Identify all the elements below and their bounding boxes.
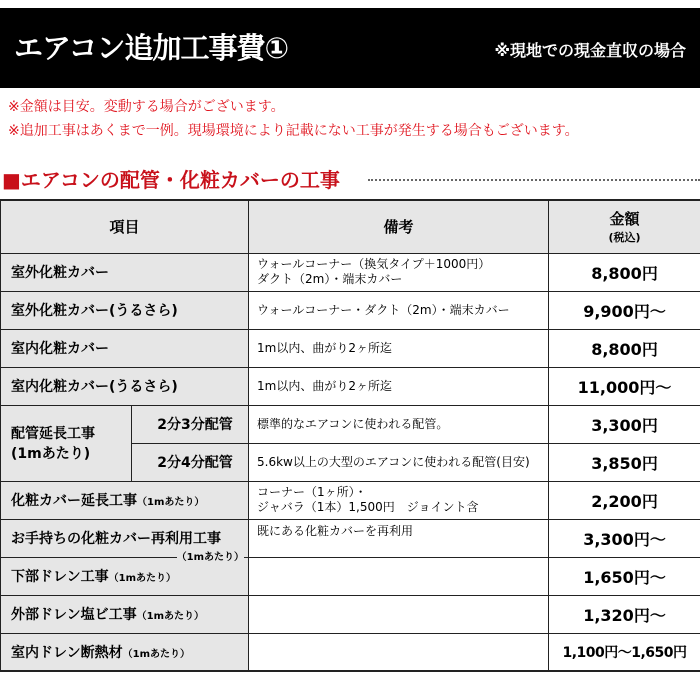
row-item: 室外化粧カバー xyxy=(1,253,249,291)
dotted-divider xyxy=(368,179,700,181)
row-subitem: 2分3分配管 xyxy=(132,405,249,443)
row-item xyxy=(1,481,249,519)
table-header xyxy=(1,200,700,253)
table-row xyxy=(1,253,700,291)
row-item-label: 外部ドレン塩ビ工事 xyxy=(11,607,137,623)
page-header xyxy=(0,8,700,88)
row-item xyxy=(1,519,249,563)
table-row xyxy=(1,367,700,405)
row-unit: （1mあたり） xyxy=(122,648,191,660)
remarks-line: ウォールコーナー（換気タイプ＋1000円） xyxy=(257,257,491,271)
row-remarks xyxy=(249,595,549,633)
note-1: ※金額は目安。変動する場合がございます。 xyxy=(8,99,285,115)
row-remarks: 1m以内、曲がり2ヶ所迄 xyxy=(249,367,549,405)
row-remarks: 1m以内、曲がり2ヶ所迄 xyxy=(249,329,549,367)
header-price xyxy=(549,200,700,253)
row-item: 室内化粧カバー xyxy=(1,329,249,367)
row-unit: （1mあたり） xyxy=(136,611,205,622)
row-remarks xyxy=(249,633,549,671)
page-subtitle: ※現地での現金直収の場合 xyxy=(494,41,686,60)
row-item: 室内化粧カバー(うるさら) xyxy=(1,367,249,405)
row-price: 1,100円～1,650円 xyxy=(549,633,700,671)
row-price: 1,650円～ xyxy=(549,557,700,595)
header-price-note: (税込) xyxy=(608,231,641,245)
row-price: 9,900円～ xyxy=(549,291,700,329)
remarks-line: コーナー（1ヶ所）・ xyxy=(257,485,367,499)
row-item-label: お手持ちの化粧カバー再利用工事 xyxy=(11,531,221,547)
table-row xyxy=(1,481,700,519)
row-price: 3,850円 xyxy=(549,443,700,481)
row-item-label: 室内ドレン断熱材 xyxy=(11,644,123,661)
row-remarks xyxy=(249,557,549,595)
row-price: 11,000円～ xyxy=(549,367,700,405)
note-2: ※追加工事はあくまで一例。現場環境により記載にない工事が発生する場合もございます。 xyxy=(8,123,579,139)
row-price: 8,800円 xyxy=(549,253,700,291)
row-item xyxy=(1,595,249,633)
row-remarks xyxy=(249,481,549,519)
row-item-label: 下部ドレン工事 xyxy=(11,569,109,585)
group-unit: (1mあたり) xyxy=(11,446,91,462)
group-label: 配管延長工事 xyxy=(11,426,95,442)
row-unit: （1mあたり） xyxy=(177,548,244,563)
row-item: 室外化粧カバー(うるさら) xyxy=(1,291,249,329)
row-price: 1,320円～ xyxy=(549,595,700,633)
remarks-line: ダクト（2m）・端末カバー xyxy=(257,272,403,286)
section-heading xyxy=(0,164,700,194)
table-row xyxy=(1,557,700,595)
row-remarks xyxy=(249,253,549,291)
page-title: エアコン追加工事費① xyxy=(14,31,289,65)
table-row xyxy=(1,519,700,557)
header-item: 項目 xyxy=(1,200,249,253)
table-row xyxy=(1,291,700,329)
header-remarks: 備考 xyxy=(249,200,549,253)
table-row xyxy=(1,329,700,367)
table-row xyxy=(1,595,700,633)
row-price: 3,300円～ xyxy=(549,519,700,557)
row-price: 2,200円 xyxy=(549,481,700,519)
table-row xyxy=(1,633,700,671)
row-price: 8,800円 xyxy=(549,329,700,367)
row-remarks: 標準的なエアコンに使われる配管。 xyxy=(249,405,549,443)
row-remarks: ウォールコーナー・ダクト（2m）・端末カバー xyxy=(249,291,549,329)
row-item-label: 化粧カバー延長工事 xyxy=(11,493,137,509)
row-price: 3,300円 xyxy=(549,405,700,443)
row-remarks: 既にある化粧カバーを再利用 xyxy=(249,519,549,557)
row-remarks: 5.6kw以上の大型のエアコンに使われる配管(目安) xyxy=(249,443,549,481)
row-item xyxy=(1,633,249,671)
row-item-group xyxy=(1,405,132,481)
table-row xyxy=(1,405,700,443)
row-unit: （1mあたり） xyxy=(108,573,177,584)
price-table xyxy=(0,199,700,672)
row-unit: （1mあたり） xyxy=(137,497,205,508)
row-item xyxy=(1,557,249,595)
section-title: ■エアコンの配管・化粧カバーの工事 xyxy=(2,168,340,192)
header-price-label: 金額 xyxy=(609,210,640,229)
remarks-line: ジャバラ（1本）1,500円 ジョイント含 xyxy=(257,500,479,514)
row-subitem: 2分4分配管 xyxy=(132,443,249,481)
